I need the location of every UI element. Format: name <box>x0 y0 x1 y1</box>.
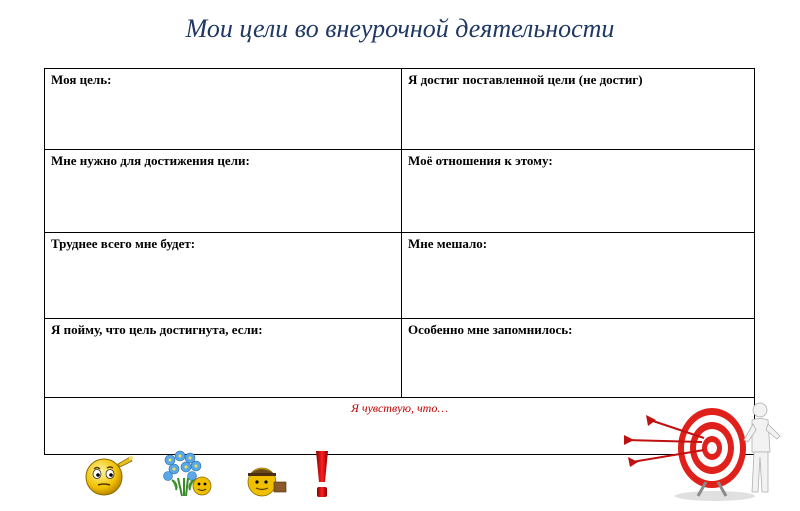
cell-goal-reached-if[interactable]: Я пойму, что цель достигнута, если: <box>45 319 402 398</box>
cell-needed-for-goal[interactable]: Мне нужно для достижения цели: <box>45 150 402 233</box>
cell-my-attitude[interactable]: Моё отношения к этому: <box>402 150 755 233</box>
table-row <box>45 150 755 233</box>
cell-my-goal[interactable]: Моя цель: <box>45 69 402 150</box>
table-row <box>45 319 755 398</box>
cell-i-feel[interactable]: Я чувствую, что… <box>45 398 755 455</box>
smiley-with-hat-icon <box>244 460 290 500</box>
cell-goal-achieved[interactable]: Я достиг поставленной цели (не достиг) <box>402 69 755 150</box>
thinking-smiley-icon <box>80 452 136 498</box>
target-with-darts-figure-icon <box>620 402 782 504</box>
table-row <box>45 69 755 150</box>
goals-table <box>44 68 755 455</box>
cell-memorable[interactable]: Особенно мне запомнилось: <box>402 319 755 398</box>
page-title: Мои цели во внеурочной деятельности <box>185 14 615 43</box>
cell-what-hindered[interactable]: Мне мешало: <box>402 233 755 319</box>
table-row <box>45 233 755 319</box>
flower-bouquet-smiley-icon <box>158 448 216 500</box>
cell-hardest-part[interactable]: Труднее всего мне будет: <box>45 233 402 319</box>
exclamation-mark-icon <box>311 448 333 500</box>
